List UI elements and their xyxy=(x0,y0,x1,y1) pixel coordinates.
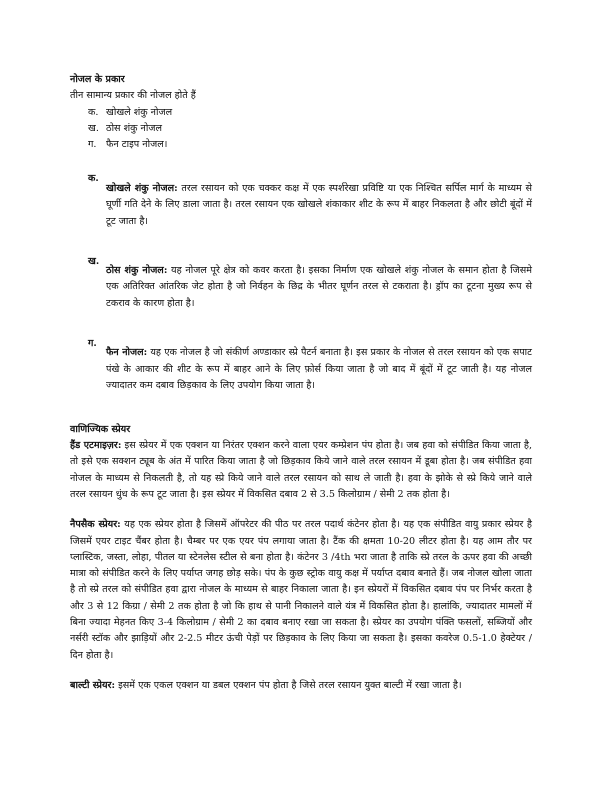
definition-text: यह नोजल पूरे क्षेत्र को कवर करता है। इसका निर्माण एक खोखले शंकु नोजल के समान होता है जिसमे एक अतिरिक्त आंतरिक जेट होता है जो निर्वहन के छिद्र के भीतर घूर्णन तरल से टकराता है। ड्रॉप का टूटना मुख्य रूप से टकराव के कारण होता है। xyxy=(106,265,532,309)
definition-marker: ख. xyxy=(88,255,100,267)
list-item xyxy=(70,121,532,137)
definition-term: खोखले शंकु नोजल: xyxy=(106,183,178,195)
document-page xyxy=(70,72,532,694)
knapsack-text: यह एक स्प्रेयर होता है जिसमें ऑपरेटर की पीठ पर तरल पदार्थ कंटेनर होता है। यह एक संपीडित वायु प्रकार स्प्रेयर है जिसमें एयर टाइट चैंबर होता है। चैम्बर पर एक एयर पंप लगाया जाता है। टैंक की क्षमता 10-20 लीटर होता है। यह आम तौर पर प्लास्टिक, जस्ता, लोहा, पीतल या स्टेनलेस स्टील से बना होता है। कंटेनर 3 /4th भरा जाता है ताकि स्प्रे तरल के ऊपर हवा की अच्छी मात्रा को संपीडित करने के लिए पर्याप्त जगह छोड़ सके। पंप के कुछ स्ट्रोक वायु कक्ष में पर्याप्त दबाव बनाते हैं। जब नोजल खोला जाता है तो स्प्रे तरल को संपीडित हवा द्वारा नोजल के माध्यम से बाहर निकाला जाता है। इन स्प्रेयरों में विकसित दबाव पंप पर निर्भर करता है और 3 से 12 किग्रा / सेमी 2 तक होता है जो कि हाथ से पानी निकालने वाले यंत्र में विकसित होता है। हालांकि, ज्यादातर मामलों में बिना ज्यादा मेहनत किए 3-4 किलोग्राम / सेमी 2 का दबाव बनाए रखा जा सकता है। स्प्रेयर का उपयोग पंक्ति फसलों, सब्जियों और नर्सरी स्टॉक और झाड़ियों और 2-2.5 मीटर ऊंची पेड़ों पर छिड़काव के लिए किया जा सकता है। इसका कवरेज 0.5-1.0 हेक्टेयर / दिन होता है। xyxy=(70,519,532,661)
definition-marker: ग. xyxy=(88,337,97,349)
list-marker: ग. xyxy=(88,139,97,151)
definition-term: ठोस शंकु नोजल: xyxy=(106,265,168,277)
knapsack-sprayer-paragraph xyxy=(70,517,532,664)
list-item xyxy=(70,105,532,121)
definition-text: यह एक नोजल है जो संकीर्ण अण्डाकार स्प्रे पैटर्न बनाता है। इस प्रकार के नोजल से तरल रसायन को एक सपाट पंखे के आकार की शीट के रूप में बाहर आने के लिए फ़ोर्स किया जाता है जो बाद में बूंदों में टूट जाती है। यह नोजल ज्यादातर कम दबाव छिड़काव के लिए उपयोग किया जाता है। xyxy=(106,347,532,391)
list-marker: ख. xyxy=(88,122,99,134)
list-marker: क. xyxy=(88,106,99,118)
definition-text: तरल रसायन को एक चक्कर कक्ष में एक स्पर्शरेखा प्रविष्टि या एक निश्चित सर्पिल मार्ग के माध्यम से घूर्णी गति देने के लिए डाला जाता है। तरल रसायन एक खोखले शंकाकार शीट के रूप में बाहर निकलता है और छोटी बूंदों में टूट जाता है। xyxy=(106,183,532,227)
bucket-text: इसमें एक एकल एक्शन या डबल एक्शन पंप होता है जिसे तरल रसायन युक्त बाल्टी में रखा जाता है। xyxy=(115,679,462,691)
list-item-text: ठोस शंकु नोजल xyxy=(106,122,162,134)
nozzle-types-intro: तीन सामान्य प्रकार की नोजल होते हैं xyxy=(70,90,196,102)
fan-nozzle-definition xyxy=(70,336,532,404)
list-item-text: फैन टाइप नोजल। xyxy=(106,139,168,151)
nozzle-types-list xyxy=(70,105,532,154)
hand-atomizer-text: इस स्प्रेयर में एक एक्शन या निरंतर एक्शन करने वाला एयर कम्प्रेशन पंप होता है। जब हवा को संपीडित किया जाता है, तो इसे एक सक्शन ट्यूब के अंत में पारित किया जाता है जो छिड़काव किये जाने वाले तरल रसायन में डूबा होता है। जब संपीडित हवा नोजल के माध्यम से निकलती है, तो यह स्प्रे किये जाने वाले तरल रसायन को साथ ले जाती है। हवा के झोके से स्प्रे किये जाने वाले तरल रसायन धुंध के रूप टूट जाता है। इस स्प्रेयर में विकसित दबाव 2 से 3.5 किलोग्राम / सेमी 2 तक होता है। xyxy=(70,440,532,500)
bucket-sprayer-paragraph xyxy=(70,678,532,694)
list-item xyxy=(70,137,532,153)
hand-atomizer-paragraph xyxy=(70,438,532,503)
solid-cone-definition xyxy=(70,254,532,322)
definition-marker: क. xyxy=(88,173,99,185)
knapsack-term: नैपसैक स्प्रेयर: xyxy=(70,519,121,531)
nozzle-types-heading: नोजल के प्रकार xyxy=(70,74,125,85)
commercial-sprayer-heading: वाणिज्यिक स्प्रेयर xyxy=(70,423,131,435)
list-item-text: खोखले शंकु नोजल xyxy=(106,106,173,118)
bucket-term: बाल्टी स्प्रेयर: xyxy=(70,679,116,691)
definition-term: फैन नोजल: xyxy=(106,347,148,359)
hollow-cone-definition xyxy=(70,171,532,239)
hand-atomizer-term: हैंड एटमाइज़र: xyxy=(70,440,122,452)
